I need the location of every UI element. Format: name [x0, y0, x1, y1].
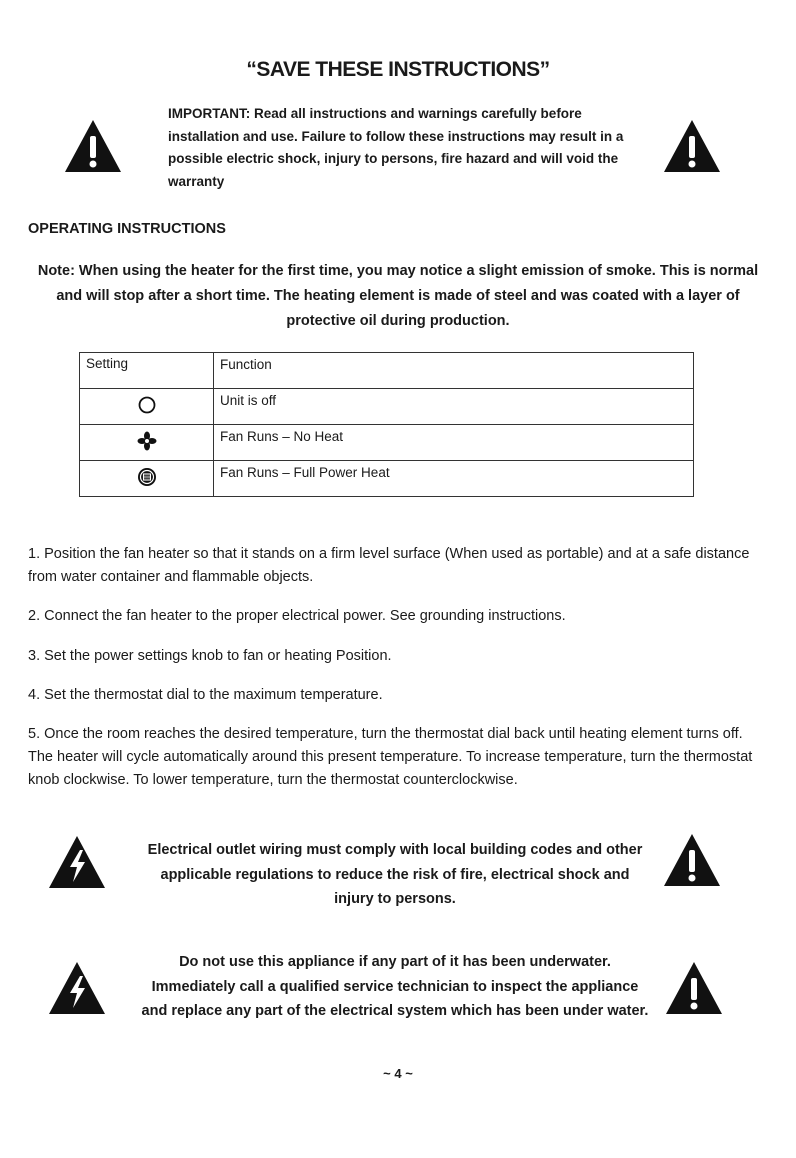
- setting-cell: [80, 425, 214, 461]
- caution-icon-left: [63, 118, 123, 174]
- first-use-note: Note: When using the heater for the first time, you may notice a slight emission of smoke. This is normal and will stop after a short time. The heating element is made of steel and was coated with a layer of protective oil during production.: [37, 263, 759, 329]
- step-1: 1. Position the fan heater so that it stands on a firm level surface (When used as portable) and at a safe distance from water container and flammable objects.: [28, 546, 750, 585]
- step-3: 3. Set the power settings knob to fan or heating Position.: [28, 648, 392, 664]
- function-cell: Fan Runs – No Heat: [214, 425, 694, 461]
- off-circle-icon: [137, 395, 157, 415]
- page-number: ~ 4 ~: [383, 1066, 413, 1081]
- function-header: Function: [214, 353, 694, 389]
- table-row: [80, 389, 694, 425]
- heater-icon: [137, 467, 157, 487]
- wiring-warning: Electrical outlet wiring must comply with local building codes and other applicable regulations to reduce the risk of fire, electrical shock and injury to persons.: [147, 842, 643, 907]
- settings-table: [79, 352, 694, 497]
- fan-icon: [137, 431, 157, 451]
- setting-cell: [80, 461, 214, 497]
- electric-shock-icon: [47, 960, 107, 1016]
- underwater-warning: Do not use this appliance if any part of it has been underwater. Immediately call a qualified service technician to inspect the appliance and replace any part of the electrical system which has been under water.: [141, 954, 649, 1019]
- setting-header: Setting: [80, 353, 214, 389]
- table-row: [80, 425, 694, 461]
- important-notice: IMPORTANT: Read all instructions and warnings carefully before installation and use. Failure to follow these instructions may result in a possible electric shock, injury to persons, fire hazard and will void the warranty: [168, 106, 624, 189]
- table-header-row: [80, 353, 694, 389]
- step-4: 4. Set the thermostat dial to the maximum temperature.: [28, 687, 383, 703]
- function-cell: Unit is off: [214, 389, 694, 425]
- step-5: 5. Once the room reaches the desired temperature, turn the thermostat dial back until heating element turns off. The heater will cycle automatically around this present temperature. To increase temperature, turn the thermostat knob clockwise. To lower temperature, turn the thermostat counterclockwise.: [28, 726, 753, 788]
- page-title: “SAVE THESE INSTRUCTIONS”: [246, 58, 550, 81]
- caution-icon: [664, 960, 724, 1016]
- caution-icon-right: [662, 118, 722, 174]
- table-row: [80, 461, 694, 497]
- setting-cell: [80, 389, 214, 425]
- section-heading: OPERATING INSTRUCTIONS: [28, 221, 226, 237]
- function-cell: Fan Runs – Full Power Heat: [214, 461, 694, 497]
- step-2: 2. Connect the fan heater to the proper electrical power. See grounding instructions.: [28, 608, 566, 624]
- caution-icon: [662, 832, 722, 888]
- electric-shock-icon: [47, 834, 107, 890]
